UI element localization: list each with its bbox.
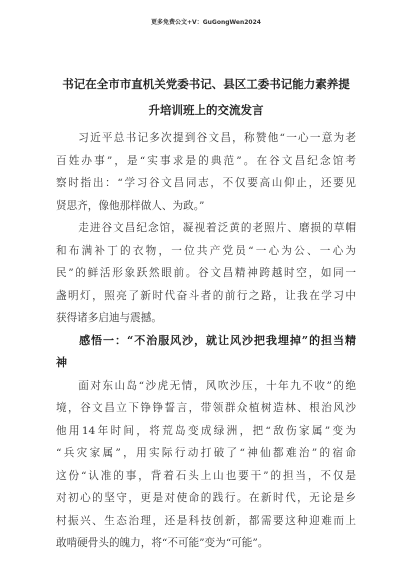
text-line: 察时指出：“学习谷文昌同志，不仅要高山仰止，还要见 xyxy=(56,177,356,189)
paragraph-2 xyxy=(56,217,356,330)
text-line: 敢啃硬骨头的魄力，将“不可能”变为“可能”。 xyxy=(56,537,269,549)
text-line: 贤思齐，像他那样做人、为政。” xyxy=(56,199,205,212)
title-line-2: 升培训班上的交流发言 xyxy=(148,103,264,117)
text-line: 境，谷文昌立下铮铮誓言，带领群众植树造林、根治风沙 xyxy=(56,402,356,414)
heading-line: 神 xyxy=(56,356,67,369)
text-line: 获得诸多启迪与震撼。 xyxy=(56,312,162,324)
page-header: 更多免费公文+V：GuGongWen2024 xyxy=(151,19,261,26)
document-title xyxy=(56,71,356,123)
text-line: 民”的鲜活形象跃然眼前。谷文昌精神跨越时空，如同一 xyxy=(56,267,356,279)
text-line: 习近平总书记多次提到谷文昌，称赞他“一心一意为老 xyxy=(78,132,356,144)
text-line: 百姓办事”，是“实事求是的典范”。在谷文昌纪念馆考 xyxy=(56,154,356,167)
text-line: 这份“认准的事，背着石头上山也要干”的担当，不仅是 xyxy=(56,469,356,482)
text-line: 对初心的坚守，更是对使命的践行。在新时代，无论是乡 xyxy=(56,492,356,504)
text-line: 他用14年时间，将荒岛变成绿洲，把“敌伤家属”变为 xyxy=(56,424,356,437)
document-body xyxy=(56,127,356,555)
paragraph-1 xyxy=(56,127,356,217)
text-line: 盏明灯，照亮了新时代奋斗者的前行之路，让我在学习中 xyxy=(56,289,356,302)
text-line: 村振兴、生态治理，还是科技创新，都需要这种迎难而上 xyxy=(56,514,356,527)
section-heading-1 xyxy=(56,330,356,375)
text-line: “兵灾家属”，用实际行动打破了“神仙都难治”的宿命 xyxy=(56,447,356,459)
text-line: 面对东山岛“沙虎无情，风吹沙压，十年九不收”的绝 xyxy=(78,379,356,392)
text-line: 和布满补丁的衣物，一位共产党员“一心为公、一心为 xyxy=(56,244,356,257)
title-line-1: 书记在全市市直机关党委书记、县区工委书记能力素养提 xyxy=(62,77,350,91)
text-line: 走进谷文昌纪念馆，凝视着泛黄的老照片、磨损的草帽 xyxy=(78,222,356,234)
heading-line: 感悟一：“不治服风沙，就让风沙把我埋掉”的担当精 xyxy=(79,333,356,347)
paragraph-3 xyxy=(56,375,356,555)
